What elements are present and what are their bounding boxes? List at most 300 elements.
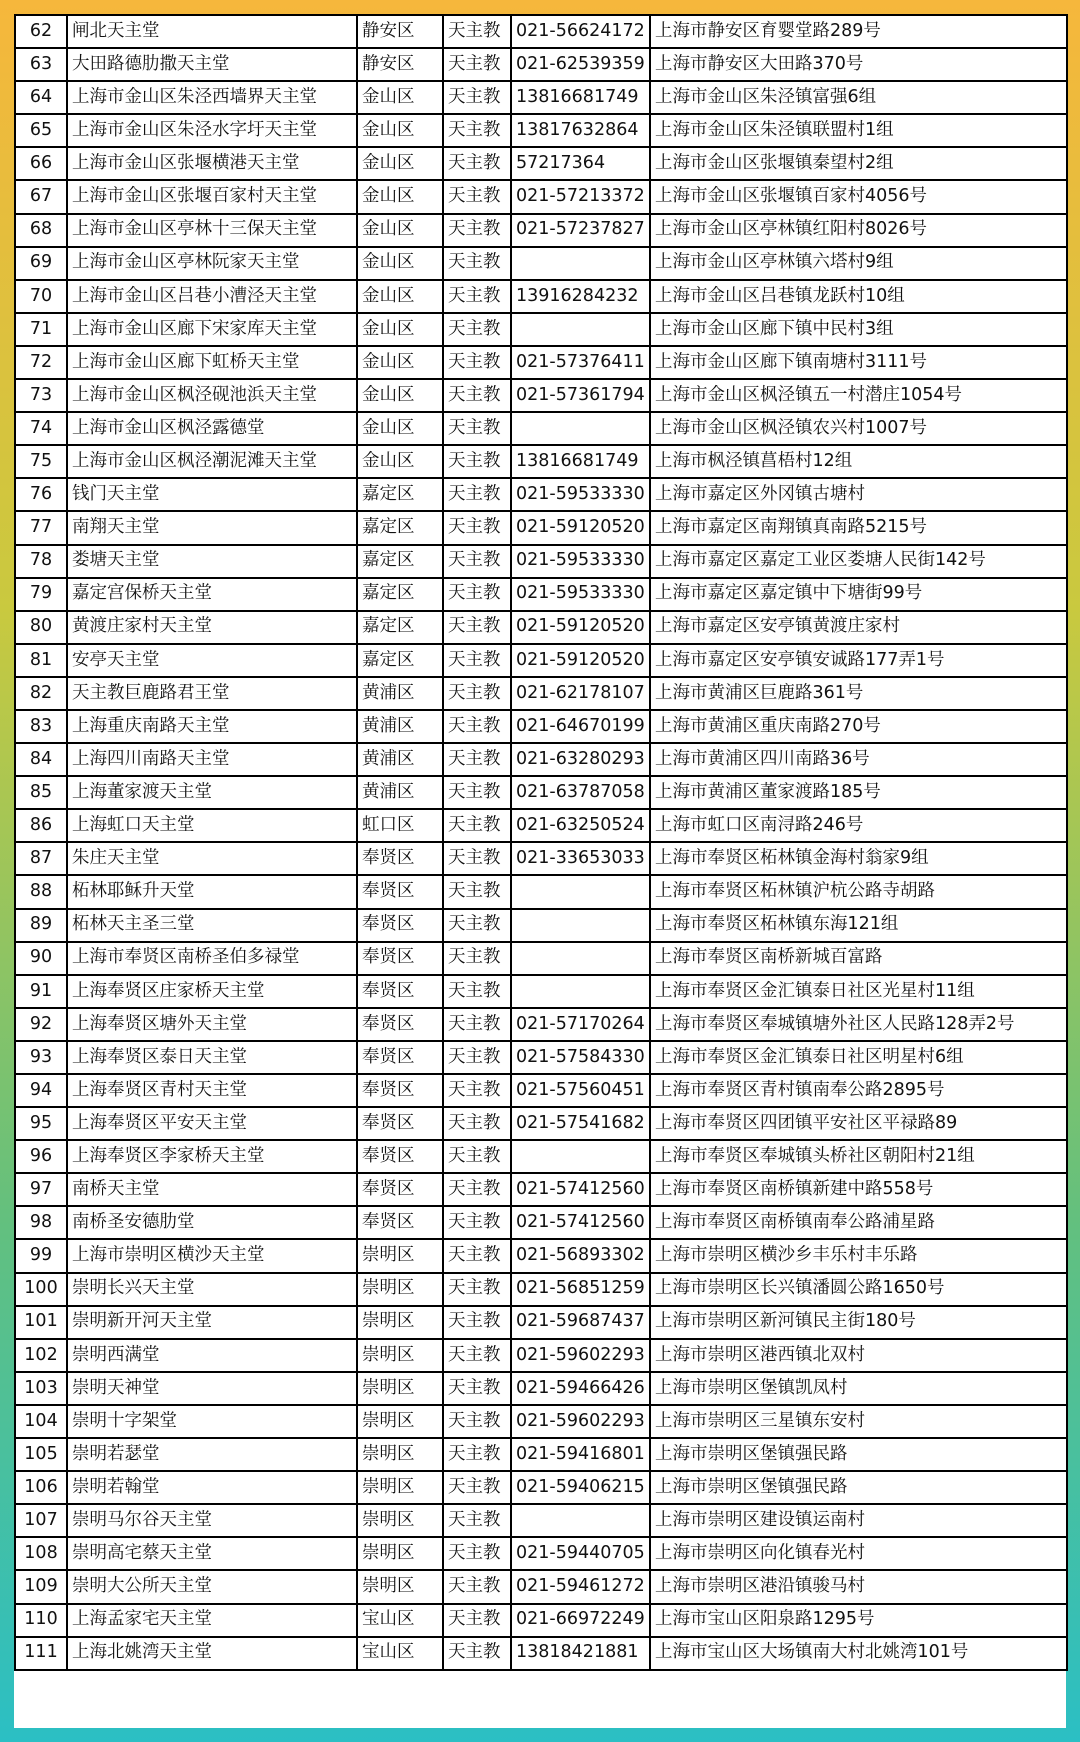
church-name-cell: 柘林天主圣三堂 (67, 909, 357, 942)
row-number-cell: 110 (15, 1604, 67, 1637)
row-number-cell: 100 (15, 1273, 67, 1306)
address-cell: 上海市静安区育婴堂路289号 (650, 15, 1067, 48)
address-cell: 上海市金山区张堰镇秦望村2组 (650, 147, 1067, 180)
religion-cell: 天主教 (443, 379, 511, 412)
table-row (15, 478, 1067, 511)
table-row (15, 81, 1067, 114)
church-name-cell: 上海奉贤区泰日天主堂 (67, 1041, 357, 1074)
row-number-cell: 96 (15, 1140, 67, 1173)
church-name-cell: 上海市金山区张堰横港天主堂 (67, 147, 357, 180)
church-name-cell: 上海市金山区廊下宋家库天主堂 (67, 313, 357, 346)
church-name-cell: 崇明西满堂 (67, 1339, 357, 1372)
address-cell: 上海市金山区亭林镇红阳村8026号 (650, 214, 1067, 247)
phone-cell (511, 942, 650, 975)
phone-cell: 021-57376411 (511, 346, 650, 379)
row-number-cell: 78 (15, 545, 67, 578)
district-cell: 奉贤区 (357, 975, 443, 1008)
row-number-cell: 103 (15, 1372, 67, 1405)
phone-cell: 021-63250524 (511, 809, 650, 842)
phone-cell (511, 1504, 650, 1537)
church-name-cell: 闸北天主堂 (67, 15, 357, 48)
table-row (15, 1239, 1067, 1272)
row-number-cell: 97 (15, 1173, 67, 1206)
address-cell: 上海市宝山区大场镇南大村北姚湾101号 (650, 1637, 1067, 1670)
church-name-cell: 上海奉贤区平安天主堂 (67, 1107, 357, 1140)
phone-cell: 13818421881 (511, 1637, 650, 1670)
address-cell: 上海市奉贤区南桥镇新建中路558号 (650, 1173, 1067, 1206)
religion-cell: 天主教 (443, 842, 511, 875)
address-cell: 上海市崇明区横沙乡丰乐村丰乐路 (650, 1239, 1067, 1272)
phone-cell: 021-59120520 (511, 611, 650, 644)
religion-cell: 天主教 (443, 1306, 511, 1339)
row-number-cell: 92 (15, 1008, 67, 1041)
church-name-cell: 上海市金山区朱泾西墙界天主堂 (67, 81, 357, 114)
church-name-cell: 上海市金山区枫泾砚池浜天主堂 (67, 379, 357, 412)
church-name-cell: 上海市金山区枫泾潮泥滩天主堂 (67, 445, 357, 478)
row-number-cell: 91 (15, 975, 67, 1008)
row-number-cell: 95 (15, 1107, 67, 1140)
address-cell: 上海市崇明区堡镇强民路 (650, 1438, 1067, 1471)
religion-cell: 天主教 (443, 15, 511, 48)
phone-cell: 021-63280293 (511, 743, 650, 776)
table-row (15, 1372, 1067, 1405)
church-name-cell: 崇明长兴天主堂 (67, 1273, 357, 1306)
district-cell: 奉贤区 (357, 1140, 443, 1173)
row-number-cell: 70 (15, 280, 67, 313)
district-cell: 金山区 (357, 214, 443, 247)
table-row (15, 48, 1067, 81)
table-body (15, 15, 1067, 1670)
address-cell: 上海市奉贤区柘林镇金海村翁家9组 (650, 842, 1067, 875)
address-cell: 上海市金山区张堰镇百家村4056号 (650, 180, 1067, 213)
phone-cell: 13816681749 (511, 81, 650, 114)
address-cell: 上海市黄浦区董家渡路185号 (650, 776, 1067, 809)
district-cell: 奉贤区 (357, 1041, 443, 1074)
address-cell: 上海市枫泾镇菖梧村12组 (650, 445, 1067, 478)
table-row (15, 743, 1067, 776)
phone-cell: 13817632864 (511, 114, 650, 147)
district-cell: 崇明区 (357, 1339, 443, 1372)
religion-cell: 天主教 (443, 114, 511, 147)
district-cell: 金山区 (357, 280, 443, 313)
phone-cell: 021-59533330 (511, 478, 650, 511)
row-number-cell: 79 (15, 578, 67, 611)
address-cell: 上海市黄浦区四川南路36号 (650, 743, 1067, 776)
church-name-cell: 黄渡庄家村天主堂 (67, 611, 357, 644)
religion-cell: 天主教 (443, 1239, 511, 1272)
church-name-cell: 南桥圣安德肋堂 (67, 1206, 357, 1239)
district-cell: 金山区 (357, 147, 443, 180)
address-cell: 上海市奉贤区南桥新城百富路 (650, 942, 1067, 975)
table-row (15, 379, 1067, 412)
religion-cell: 天主教 (443, 1074, 511, 1107)
church-name-cell: 上海奉贤区李家桥天主堂 (67, 1140, 357, 1173)
address-cell: 上海市奉贤区柘林镇沪杭公路寺胡路 (650, 875, 1067, 908)
table-row (15, 1537, 1067, 1570)
table-row (15, 1604, 1067, 1637)
religion-cell: 天主教 (443, 478, 511, 511)
address-cell: 上海市金山区吕巷镇龙跃村10组 (650, 280, 1067, 313)
phone-cell: 021-57170264 (511, 1008, 650, 1041)
address-cell: 上海市奉贤区青村镇南奉公路2895号 (650, 1074, 1067, 1107)
religion-cell: 天主教 (443, 48, 511, 81)
phone-cell: 021-56851259 (511, 1273, 650, 1306)
district-cell: 奉贤区 (357, 1173, 443, 1206)
district-cell: 金山区 (357, 247, 443, 280)
phone-cell (511, 909, 650, 942)
religion-cell: 天主教 (443, 1438, 511, 1471)
district-cell: 金山区 (357, 313, 443, 346)
religion-cell: 天主教 (443, 909, 511, 942)
district-cell: 虹口区 (357, 809, 443, 842)
address-cell: 上海市崇明区港西镇北双村 (650, 1339, 1067, 1372)
religion-cell: 天主教 (443, 1008, 511, 1041)
district-cell: 奉贤区 (357, 1074, 443, 1107)
phone-cell: 021-62539359 (511, 48, 650, 81)
church-name-cell: 上海奉贤区庄家桥天主堂 (67, 975, 357, 1008)
church-name-cell: 上海奉贤区青村天主堂 (67, 1074, 357, 1107)
religion-cell: 天主教 (443, 1504, 511, 1537)
religion-cell: 天主教 (443, 611, 511, 644)
table-row (15, 147, 1067, 180)
phone-cell (511, 313, 650, 346)
phone-cell: 021-59533330 (511, 545, 650, 578)
religion-cell: 天主教 (443, 313, 511, 346)
phone-cell: 021-59440705 (511, 1537, 650, 1570)
district-cell: 黄浦区 (357, 743, 443, 776)
church-name-cell: 崇明大公所天主堂 (67, 1570, 357, 1603)
religion-cell: 天主教 (443, 1273, 511, 1306)
religion-cell: 天主教 (443, 644, 511, 677)
church-name-cell: 上海奉贤区塘外天主堂 (67, 1008, 357, 1041)
phone-cell: 021-57213372 (511, 180, 650, 213)
religion-cell: 天主教 (443, 1570, 511, 1603)
church-name-cell: 上海市金山区朱泾水字圩天主堂 (67, 114, 357, 147)
table-row (15, 1570, 1067, 1603)
row-number-cell: 62 (15, 15, 67, 48)
row-number-cell: 101 (15, 1306, 67, 1339)
phone-cell (511, 412, 650, 445)
address-cell: 上海市静安区大田路370号 (650, 48, 1067, 81)
address-cell: 上海市嘉定区南翔镇真南路5215号 (650, 511, 1067, 544)
row-number-cell: 99 (15, 1239, 67, 1272)
district-cell: 崇明区 (357, 1570, 443, 1603)
district-cell: 嘉定区 (357, 644, 443, 677)
district-cell: 崇明区 (357, 1239, 443, 1272)
table-row (15, 909, 1067, 942)
table-row (15, 1140, 1067, 1173)
phone-cell: 021-59687437 (511, 1306, 650, 1339)
church-name-cell: 上海市金山区亭林十三保天主堂 (67, 214, 357, 247)
address-cell: 上海市崇明区新河镇民主街180号 (650, 1306, 1067, 1339)
table-row (15, 1405, 1067, 1438)
row-number-cell: 106 (15, 1471, 67, 1504)
address-cell: 上海市嘉定区安亭镇黄渡庄家村 (650, 611, 1067, 644)
district-cell: 金山区 (357, 445, 443, 478)
district-cell: 崇明区 (357, 1438, 443, 1471)
table-row (15, 611, 1067, 644)
district-cell: 崇明区 (357, 1306, 443, 1339)
table-row (15, 114, 1067, 147)
row-number-cell: 82 (15, 677, 67, 710)
table-row (15, 1504, 1067, 1537)
district-cell: 奉贤区 (357, 1008, 443, 1041)
religion-cell: 天主教 (443, 280, 511, 313)
row-number-cell: 88 (15, 875, 67, 908)
row-number-cell: 109 (15, 1570, 67, 1603)
address-cell: 上海市宝山区阳泉路1295号 (650, 1604, 1067, 1637)
church-name-cell: 上海虹口天主堂 (67, 809, 357, 842)
phone-cell: 021-59602293 (511, 1339, 650, 1372)
row-number-cell: 83 (15, 710, 67, 743)
phone-cell: 021-57361794 (511, 379, 650, 412)
row-number-cell: 69 (15, 247, 67, 280)
phone-cell: 021-59533330 (511, 578, 650, 611)
address-cell: 上海市嘉定区外冈镇古塘村 (650, 478, 1067, 511)
church-name-cell: 南桥天主堂 (67, 1173, 357, 1206)
church-name-cell: 娄塘天主堂 (67, 545, 357, 578)
table-row (15, 545, 1067, 578)
row-number-cell: 75 (15, 445, 67, 478)
row-number-cell: 81 (15, 644, 67, 677)
address-cell: 上海市黄浦区巨鹿路361号 (650, 677, 1067, 710)
row-number-cell: 72 (15, 346, 67, 379)
phone-cell: 021-59406215 (511, 1471, 650, 1504)
address-cell: 上海市崇明区港沿镇骏马村 (650, 1570, 1067, 1603)
row-number-cell: 74 (15, 412, 67, 445)
phone-cell: 021-63787058 (511, 776, 650, 809)
table-row (15, 1637, 1067, 1670)
religion-cell: 天主教 (443, 180, 511, 213)
district-cell: 金山区 (357, 379, 443, 412)
row-number-cell: 76 (15, 478, 67, 511)
row-number-cell: 67 (15, 180, 67, 213)
church-name-cell: 崇明新开河天主堂 (67, 1306, 357, 1339)
phone-cell: 021-57412560 (511, 1173, 650, 1206)
religion-cell: 天主教 (443, 147, 511, 180)
address-cell: 上海市金山区枫泾镇农兴村1007号 (650, 412, 1067, 445)
phone-cell: 021-57237827 (511, 214, 650, 247)
religion-cell: 天主教 (443, 1173, 511, 1206)
address-cell: 上海市奉贤区柘林镇东海121组 (650, 909, 1067, 942)
table-row (15, 180, 1067, 213)
table-row (15, 313, 1067, 346)
religion-cell: 天主教 (443, 445, 511, 478)
address-cell: 上海市崇明区长兴镇潘圆公路1650号 (650, 1273, 1067, 1306)
district-cell: 宝山区 (357, 1637, 443, 1670)
table-row (15, 1438, 1067, 1471)
table-row (15, 710, 1067, 743)
row-number-cell: 63 (15, 48, 67, 81)
district-cell: 奉贤区 (357, 909, 443, 942)
church-name-cell: 上海市金山区吕巷小漕泾天主堂 (67, 280, 357, 313)
address-cell: 上海市奉贤区金汇镇泰日社区明星村6组 (650, 1041, 1067, 1074)
row-number-cell: 84 (15, 743, 67, 776)
phone-cell: 021-59120520 (511, 511, 650, 544)
phone-cell: 021-57584330 (511, 1041, 650, 1074)
row-number-cell: 86 (15, 809, 67, 842)
row-number-cell: 71 (15, 313, 67, 346)
table-row (15, 346, 1067, 379)
church-name-cell: 大田路德肋撒天主堂 (67, 48, 357, 81)
table-row (15, 445, 1067, 478)
table-row (15, 511, 1067, 544)
religion-cell: 天主教 (443, 1107, 511, 1140)
address-cell: 上海市金山区亭林镇六塔村9组 (650, 247, 1067, 280)
religion-cell: 天主教 (443, 1140, 511, 1173)
table-row (15, 942, 1067, 975)
address-cell: 上海市奉贤区南桥镇南奉公路浦星路 (650, 1206, 1067, 1239)
district-cell: 金山区 (357, 346, 443, 379)
address-cell: 上海市虹口区南浔路246号 (650, 809, 1067, 842)
address-cell: 上海市崇明区向化镇春光村 (650, 1537, 1067, 1570)
phone-cell: 021-59120520 (511, 644, 650, 677)
row-number-cell: 85 (15, 776, 67, 809)
phone-cell: 021-59461272 (511, 1570, 650, 1603)
row-number-cell: 68 (15, 214, 67, 247)
table-row (15, 1339, 1067, 1372)
row-number-cell: 77 (15, 511, 67, 544)
table-row (15, 875, 1067, 908)
table-row (15, 1008, 1067, 1041)
district-cell: 奉贤区 (357, 1107, 443, 1140)
church-name-cell: 上海市金山区张堰百家村天主堂 (67, 180, 357, 213)
district-cell: 奉贤区 (357, 942, 443, 975)
church-name-cell: 钱门天主堂 (67, 478, 357, 511)
address-cell: 上海市崇明区堡镇凯凤村 (650, 1372, 1067, 1405)
phone-cell: 57217364 (511, 147, 650, 180)
row-number-cell: 80 (15, 611, 67, 644)
church-name-cell: 嘉定宫保桥天主堂 (67, 578, 357, 611)
district-cell: 黄浦区 (357, 776, 443, 809)
table-row (15, 1273, 1067, 1306)
religion-cell: 天主教 (443, 1537, 511, 1570)
district-cell: 嘉定区 (357, 611, 443, 644)
table-row (15, 842, 1067, 875)
table-row (15, 1107, 1067, 1140)
table-row (15, 578, 1067, 611)
district-cell: 嘉定区 (357, 478, 443, 511)
row-number-cell: 94 (15, 1074, 67, 1107)
phone-cell: 021-56624172 (511, 15, 650, 48)
row-number-cell: 105 (15, 1438, 67, 1471)
religion-cell: 天主教 (443, 1372, 511, 1405)
row-number-cell: 65 (15, 114, 67, 147)
district-cell: 奉贤区 (357, 1206, 443, 1239)
religion-cell: 天主教 (443, 578, 511, 611)
church-name-cell: 崇明若瑟堂 (67, 1438, 357, 1471)
row-number-cell: 93 (15, 1041, 67, 1074)
district-cell: 金山区 (357, 81, 443, 114)
religion-cell: 天主教 (443, 743, 511, 776)
district-cell: 崇明区 (357, 1273, 443, 1306)
row-number-cell: 64 (15, 81, 67, 114)
district-cell: 嘉定区 (357, 578, 443, 611)
address-cell: 上海市崇明区三星镇东安村 (650, 1405, 1067, 1438)
church-name-cell: 柘林耶稣升天堂 (67, 875, 357, 908)
phone-cell: 021-57412560 (511, 1206, 650, 1239)
religion-cell: 天主教 (443, 1604, 511, 1637)
religion-cell: 天主教 (443, 545, 511, 578)
phone-cell (511, 975, 650, 1008)
district-cell: 嘉定区 (357, 545, 443, 578)
row-number-cell: 89 (15, 909, 67, 942)
address-cell: 上海市嘉定区安亭镇安诚路177弄1号 (650, 644, 1067, 677)
religion-cell: 天主教 (443, 677, 511, 710)
church-name-cell: 上海市奉贤区南桥圣伯多禄堂 (67, 942, 357, 975)
religion-cell: 天主教 (443, 214, 511, 247)
district-cell: 崇明区 (357, 1372, 443, 1405)
table-row (15, 280, 1067, 313)
phone-cell: 021-59416801 (511, 1438, 650, 1471)
row-number-cell: 108 (15, 1537, 67, 1570)
row-number-cell: 87 (15, 842, 67, 875)
district-cell: 宝山区 (357, 1604, 443, 1637)
district-cell: 崇明区 (357, 1537, 443, 1570)
address-cell: 上海市金山区廊下镇中民村3组 (650, 313, 1067, 346)
church-name-cell: 上海四川南路天主堂 (67, 743, 357, 776)
church-name-cell: 安亭天主堂 (67, 644, 357, 677)
address-cell: 上海市崇明区堡镇强民路 (650, 1471, 1067, 1504)
religion-cell: 天主教 (443, 412, 511, 445)
row-number-cell: 98 (15, 1206, 67, 1239)
phone-cell: 021-62178107 (511, 677, 650, 710)
religion-cell: 天主教 (443, 1206, 511, 1239)
church-name-cell: 朱庄天主堂 (67, 842, 357, 875)
district-cell: 静安区 (357, 48, 443, 81)
district-cell: 金山区 (357, 180, 443, 213)
church-name-cell: 崇明十字架堂 (67, 1405, 357, 1438)
religion-cell: 天主教 (443, 875, 511, 908)
district-cell: 嘉定区 (357, 511, 443, 544)
church-name-cell: 崇明马尔谷天主堂 (67, 1504, 357, 1537)
church-name-cell: 崇明若翰堂 (67, 1471, 357, 1504)
row-number-cell: 107 (15, 1504, 67, 1537)
address-cell: 上海市嘉定区嘉定镇中下塘街99号 (650, 578, 1067, 611)
table-row (15, 677, 1067, 710)
religion-cell: 天主教 (443, 809, 511, 842)
church-name-cell: 上海孟家宅天主堂 (67, 1604, 357, 1637)
religion-cell: 天主教 (443, 1471, 511, 1504)
district-cell: 崇明区 (357, 1504, 443, 1537)
phone-cell: 021-33653033 (511, 842, 650, 875)
district-cell: 黄浦区 (357, 710, 443, 743)
religion-cell: 天主教 (443, 942, 511, 975)
address-cell: 上海市奉贤区金汇镇泰日社区光星村11组 (650, 975, 1067, 1008)
table-row (15, 1471, 1067, 1504)
district-cell: 崇明区 (357, 1405, 443, 1438)
address-cell: 上海市奉贤区奉城镇头桥社区朝阳村21组 (650, 1140, 1067, 1173)
table-row (15, 644, 1067, 677)
religion-cell: 天主教 (443, 710, 511, 743)
table-row (15, 15, 1067, 48)
row-number-cell: 111 (15, 1637, 67, 1670)
church-name-cell: 上海北姚湾天主堂 (67, 1637, 357, 1670)
district-cell: 奉贤区 (357, 875, 443, 908)
table-row (15, 1041, 1067, 1074)
row-number-cell: 73 (15, 379, 67, 412)
district-cell: 崇明区 (357, 1471, 443, 1504)
religion-cell: 天主教 (443, 346, 511, 379)
address-cell: 上海市奉贤区四团镇平安社区平禄路89 (650, 1107, 1067, 1140)
phone-cell: 021-57560451 (511, 1074, 650, 1107)
district-cell: 金山区 (357, 412, 443, 445)
row-number-cell: 104 (15, 1405, 67, 1438)
phone-cell: 021-59602293 (511, 1405, 650, 1438)
row-number-cell: 66 (15, 147, 67, 180)
religion-cell: 天主教 (443, 247, 511, 280)
district-cell: 金山区 (357, 114, 443, 147)
